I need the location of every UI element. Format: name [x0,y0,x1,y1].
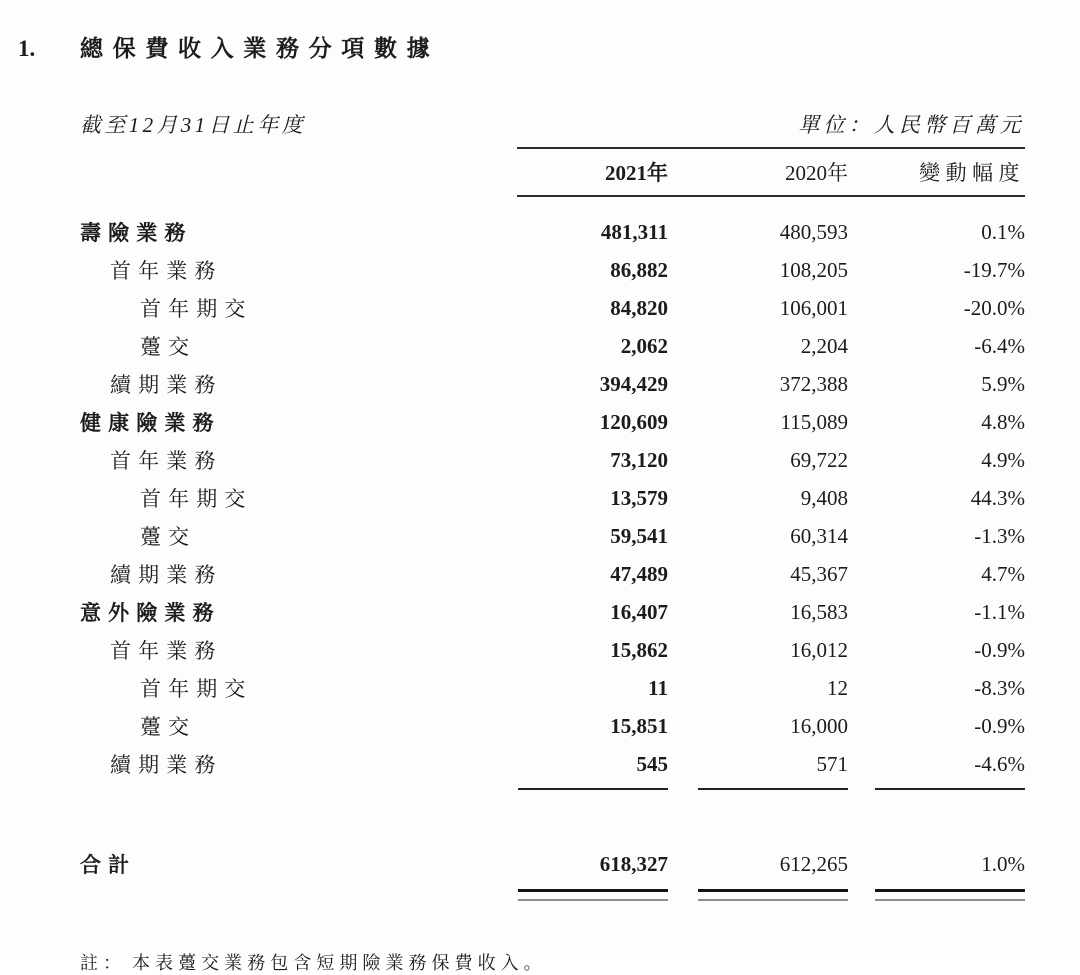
col-header-2021: 2021年 [517,148,668,196]
value-2020: 16,012 [790,637,848,662]
value-change: 4.8% [981,409,1025,434]
table-row [80,479,1025,517]
column-rule [517,783,668,804]
value-2020: 2,204 [800,333,848,358]
value-2020: 9,408 [800,485,848,510]
column-rule [848,783,1025,804]
table-row [80,707,1025,745]
footnote [80,949,1080,975]
value-change: 4.7% [981,561,1025,586]
value-change: -8.3% [974,675,1025,700]
footnote-text: 本表躉交業務包含短期險業務保費收入。 [132,953,547,973]
row-label: 續期業務 [110,563,223,587]
value-change: -0.9% [974,637,1025,662]
row-label: 躉交 [140,525,197,549]
total-label: 合計 [80,853,137,877]
unit-label: 單位：人民幣百萬元 [798,113,1025,137]
table-row [80,251,1025,289]
value-2021: 84,820 [610,295,668,320]
value-change: -0.9% [974,713,1025,738]
row-label: 健康險業務 [80,411,221,435]
table-row [80,327,1025,365]
row-label: 躉交 [140,335,197,359]
value-2021: 2,062 [620,333,668,358]
page-title: 總保費收入業務分項數據 [80,36,440,61]
row-label: 續期業務 [110,753,223,777]
column-rule [668,783,848,804]
value-change: -4.6% [974,751,1025,776]
single-rule-row [80,783,1025,804]
table-row [80,745,1025,783]
section-number: 1. [18,36,36,61]
row-label: 首年業務 [110,449,223,473]
value-2020: 12 [827,675,848,700]
value-2020: 45,367 [790,561,848,586]
row-label: 首年期交 [140,297,253,321]
label-column-header [80,148,517,196]
footnote-prefix: 註： [80,953,127,973]
table-row [80,669,1025,707]
column-double-rule [668,884,848,905]
value-2021: 120,609 [599,409,668,434]
column-double-rule [517,884,668,905]
total-2021: 618,327 [599,851,668,876]
value-change: -19.7% [963,257,1025,282]
table-row [80,365,1025,403]
value-2021: 73,120 [610,447,668,472]
double-rule-row [80,884,1025,905]
total-row [80,804,1025,884]
value-change: 0.1% [981,219,1025,244]
table-row [80,196,1025,251]
value-2021: 13,579 [610,485,668,510]
value-2021: 16,407 [610,599,668,624]
value-2020: 115,089 [780,409,848,434]
value-2021: 59,541 [610,523,668,548]
value-change: 44.3% [970,485,1025,510]
table-row [80,593,1025,631]
section-heading [0,0,1080,63]
table-row [80,631,1025,669]
value-2021: 15,862 [610,637,668,662]
value-change: -6.4% [974,333,1025,358]
premium-income-table [80,147,1025,905]
value-change: 4.9% [981,447,1025,472]
value-2020: 60,314 [790,523,848,548]
value-2021: 11 [648,675,668,700]
value-2021: 86,882 [610,257,668,282]
value-2020: 571 [816,751,848,776]
value-2021: 15,851 [610,713,668,738]
row-label: 首年期交 [140,677,253,701]
table-caption-row [80,109,1025,139]
value-change: 5.9% [981,371,1025,396]
row-label: 續期業務 [110,373,223,397]
table-row [80,441,1025,479]
total-change: 1.0% [981,851,1025,876]
value-2021: 481,311 [600,219,668,244]
value-change: -1.3% [974,523,1025,548]
col-header-2020: 2020年 [668,148,848,196]
value-2020: 16,583 [790,599,848,624]
value-2021: 394,429 [599,371,668,396]
row-label: 首年業務 [110,639,223,663]
value-change: -1.1% [974,599,1025,624]
value-2020: 372,388 [779,371,848,396]
table-row [80,289,1025,327]
table-row [80,517,1025,555]
table-row [80,403,1025,441]
value-2021: 47,489 [610,561,668,586]
row-label: 躉交 [140,715,197,739]
table-row [80,555,1025,593]
value-2020: 69,722 [790,447,848,472]
total-2020: 612,265 [779,851,848,876]
value-2020: 480,593 [779,219,848,244]
value-2020: 108,205 [779,257,848,282]
period-label: 截至12月31日止年度 [80,113,306,137]
row-label: 首年業務 [110,259,223,283]
row-label: 壽險業務 [80,220,193,245]
column-double-rule [848,884,1025,905]
value-2020: 16,000 [790,713,848,738]
table-header-row [80,148,1025,196]
value-2021: 545 [636,751,668,776]
value-change: -20.0% [963,295,1025,320]
row-label: 意外險業務 [80,601,221,625]
row-label: 首年期交 [140,487,253,511]
col-header-change: 變動幅度 [848,148,1025,196]
value-2020: 106,001 [779,295,848,320]
